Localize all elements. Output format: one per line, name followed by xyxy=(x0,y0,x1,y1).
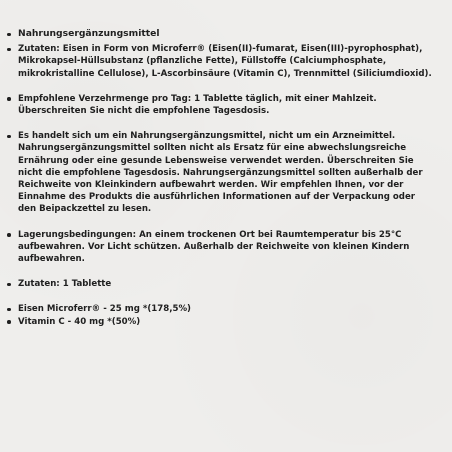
storage-conditions-item: Lagerungsbedingungen: An einem trockenen Ort bei Raumtemperatur bis 25°C aufbewahren. Vor Licht schützen. Außerhalb der Reichweite von kleinen Kindern aufbewahren. xyxy=(6,229,436,266)
facts-list xyxy=(6,28,436,328)
supplement-notice-item: Es handelt sich um ein Nahrungsergänzungsmittel, nicht um ein Arzneimittel. Nahrungsergänzungsmittel sollten nicht als Ersatz für eine abwechslungsreiche Ernährung oder eine gesunde Lebensweise verwendet werden. Überschreiten Sie nicht die empfohlene Tagesdosis. Nahrungsergänzungsmittel sollten außerhalb der Reichweite von Kleinkindern aufbewahrt werden. Wir empfehlen Ihnen, vor der Einnahme des Produkts die ausführlichen Informationen auf der Verpackung oder den Beipackzettel zu lesen. xyxy=(6,130,436,215)
product-category-title: Nahrungsergänzungsmittel xyxy=(6,28,436,40)
portion-item: Zutaten: 1 Tablette xyxy=(6,278,436,290)
recommended-dose-item: Empfohlene Verzehrmenge pro Tag: 1 Tablette täglich, mit einer Mahlzeit. Überschreiten Sie nicht die empfohlene Tagesdosis. xyxy=(6,93,436,117)
vitamin-c-content-item: Vitamin C - 40 mg *(50%) xyxy=(6,316,436,328)
iron-content-item: Eisen Microferr® - 25 mg *(178,5%) xyxy=(6,303,436,315)
ingredients-item: Zutaten: Eisen in Form von Microferr® (Eisen(II)-fumarat, Eisen(III)-pyrophosphat), Mikrokapsel-Hüllsubstanz (pflanzliche Fette), Füllstoffe (Calciumphosphate, mikrokristalline Cellulose), L-Ascorbinsäure (Vitamin C), Trennmittel (Siliciumdioxid). xyxy=(6,43,436,80)
